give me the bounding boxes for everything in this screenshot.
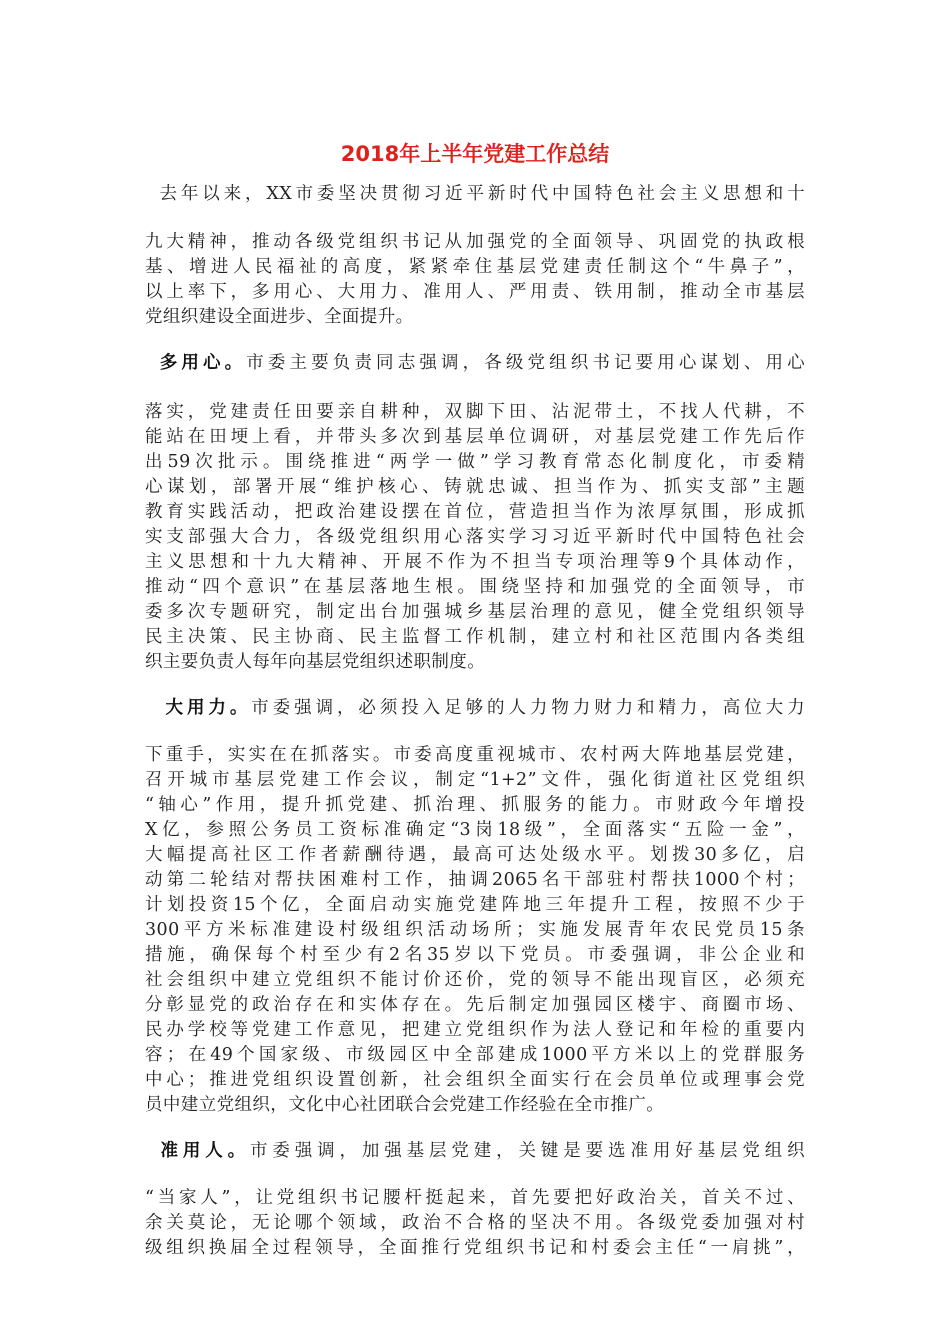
paragraph-line: X亿，参照公务员工资标准确定“3岗18级”，全面落实“五险一金”， — [145, 820, 805, 840]
paragraph-line: 民主决策、民主协商、民主监督工作机制，建立村和社区范围内各类组 — [145, 627, 805, 647]
paragraph-line: 推动“四个意识”在基层落地生根。围绕坚持和加强党的全面领导，市 — [145, 577, 805, 597]
paragraph-line: 能站在田埂上看，并带头多次到基层单位调研，对基层党建工作先后作 — [145, 427, 805, 447]
paragraph-line: 余关莫论，无论哪个领域，政治不合格的坚决不用。各级党委加强对村 — [145, 1213, 805, 1233]
paragraph-line: 准用人。市委强调，加强基层党建，关键是要选准用好基层党组织 — [156, 1141, 805, 1161]
paragraph-line: 实支部强大合力，各级党组织用心落实学习习近平新时代中国特色社会 — [145, 527, 805, 547]
paragraph-line: 党组织建设全面进步、全面提升。 — [145, 307, 414, 327]
section-heading: 大用力。 — [162, 698, 252, 718]
paragraph-line: “当家人”，让党组织书记腰杆挺起来，首先要把好政治关，首关不过、 — [145, 1188, 805, 1208]
document-title: 2018年上半年党建工作总结 — [340, 142, 610, 166]
paragraph-line: 出59次批示。围绕推进“两学一做”学习教育常态化制度化，市委精 — [145, 452, 805, 472]
paragraph-line: 主义思想和十九大精神、开展不作为不担当专项治理等9个具体动作， — [145, 552, 805, 572]
paragraph-line: 下重手，实实在在抓落实。市委高度重视城市、农村两大阵地基层党建， — [145, 745, 805, 765]
paragraph-line: 落实，党建责任田要亲自耕种，双脚下田、沾泥带土，不找人代耕，不 — [145, 402, 805, 422]
paragraph-line: 委多次专题研究，制定出台加强城乡基层治理的意见，健全党组织领导 — [145, 602, 805, 622]
paragraph-line: 九大精神，推动各级党组织书记从加强党的全面领导、巩固党的执政根 — [145, 232, 805, 252]
paragraph-line: 动第二轮结对帮扶困难村工作，抽调2065名干部驻村帮扶1000个村； — [145, 870, 805, 890]
section-heading: 多用心。 — [156, 353, 247, 373]
paragraph-line: 大幅提高社区工作者薪酬待遇，最高可达处级水平。划拨30多亿，启 — [145, 845, 805, 865]
paragraph-line: “轴心”作用，提升抓党建、抓治理、抓服务的能力。市财政今年增投 — [145, 795, 805, 815]
paragraph-line: 民办学校等党建工作意见，把建立党组织作为法人登记和年检的重要内 — [145, 1020, 805, 1040]
paragraph-line: 分彰显党的政治存在和实体存在。先后制定加强园区楼宇、商圈市场、 — [145, 995, 805, 1015]
paragraph-line: 员中建立党组织，文化中心社团联合会党建工作经验在全市推广。 — [145, 1095, 665, 1115]
paragraph-line: 级组织换届全过程领导，全面推行党组织书记和村委会主任“一肩挑”， — [145, 1238, 805, 1258]
paragraph-line: 社会组织中建立党组织不能讨价还价，党的领导不能出现盲区，必须充 — [145, 970, 805, 990]
paragraph-line: 容；在49个国家级、市级园区中全部建成1000平方米以上的党群服务 — [145, 1045, 805, 1065]
paragraph-line: 教育实践活动，把政治建设摆在首位，营造担当作为浓厚氛围，形成抓 — [145, 502, 805, 522]
paragraph-line: 中心；推进党组织设置创新，社会组织全面实行在会员单位或理事会党 — [145, 1070, 805, 1090]
paragraph-line: 300平方米标准建设村级组织活动场所；实施发展青年农民党员15条 — [145, 920, 805, 940]
paragraph-line: 多用心。市委主要负责同志强调，各级党组织书记要用心谋划、用心 — [156, 353, 805, 373]
paragraph-line: 大用力。市委强调，必须投入足够的人力物力财力和精力，高位大力 — [162, 698, 805, 718]
paragraph-line: 计划投资15个亿，全面启动实施党建阵地三年提升工程，按照不少于 — [145, 895, 805, 915]
paragraph-line: 召开城市基层党建工作会议，制定“1+2”文件，强化街道社区党组织 — [145, 770, 805, 790]
section-heading: 准用人。 — [156, 1141, 250, 1161]
paragraph-line: 措施，确保每个村至少有2名35岁以下党员。市委强调，非公企业和 — [145, 945, 805, 965]
paragraph-line: 以上率下，多用心、大用力、准用人、严用责、铁用制，推动全市基层 — [145, 282, 805, 302]
paragraph-line: 基、增进人民福祉的高度，紧紧牵住基层党建责任制这个“牛鼻子”， — [145, 257, 805, 277]
paragraph-line: 心谋划，部署开展“维护核心、铸就忠诚、担当作为、抓实支部”主题 — [145, 477, 805, 497]
paragraph-line: 织主要负责人每年向基层党组织述职制度。 — [145, 652, 486, 672]
paragraph-line: 去年以来，XX市委坚决贯彻习近平新时代中国特色社会主义思想和十 — [156, 184, 805, 204]
